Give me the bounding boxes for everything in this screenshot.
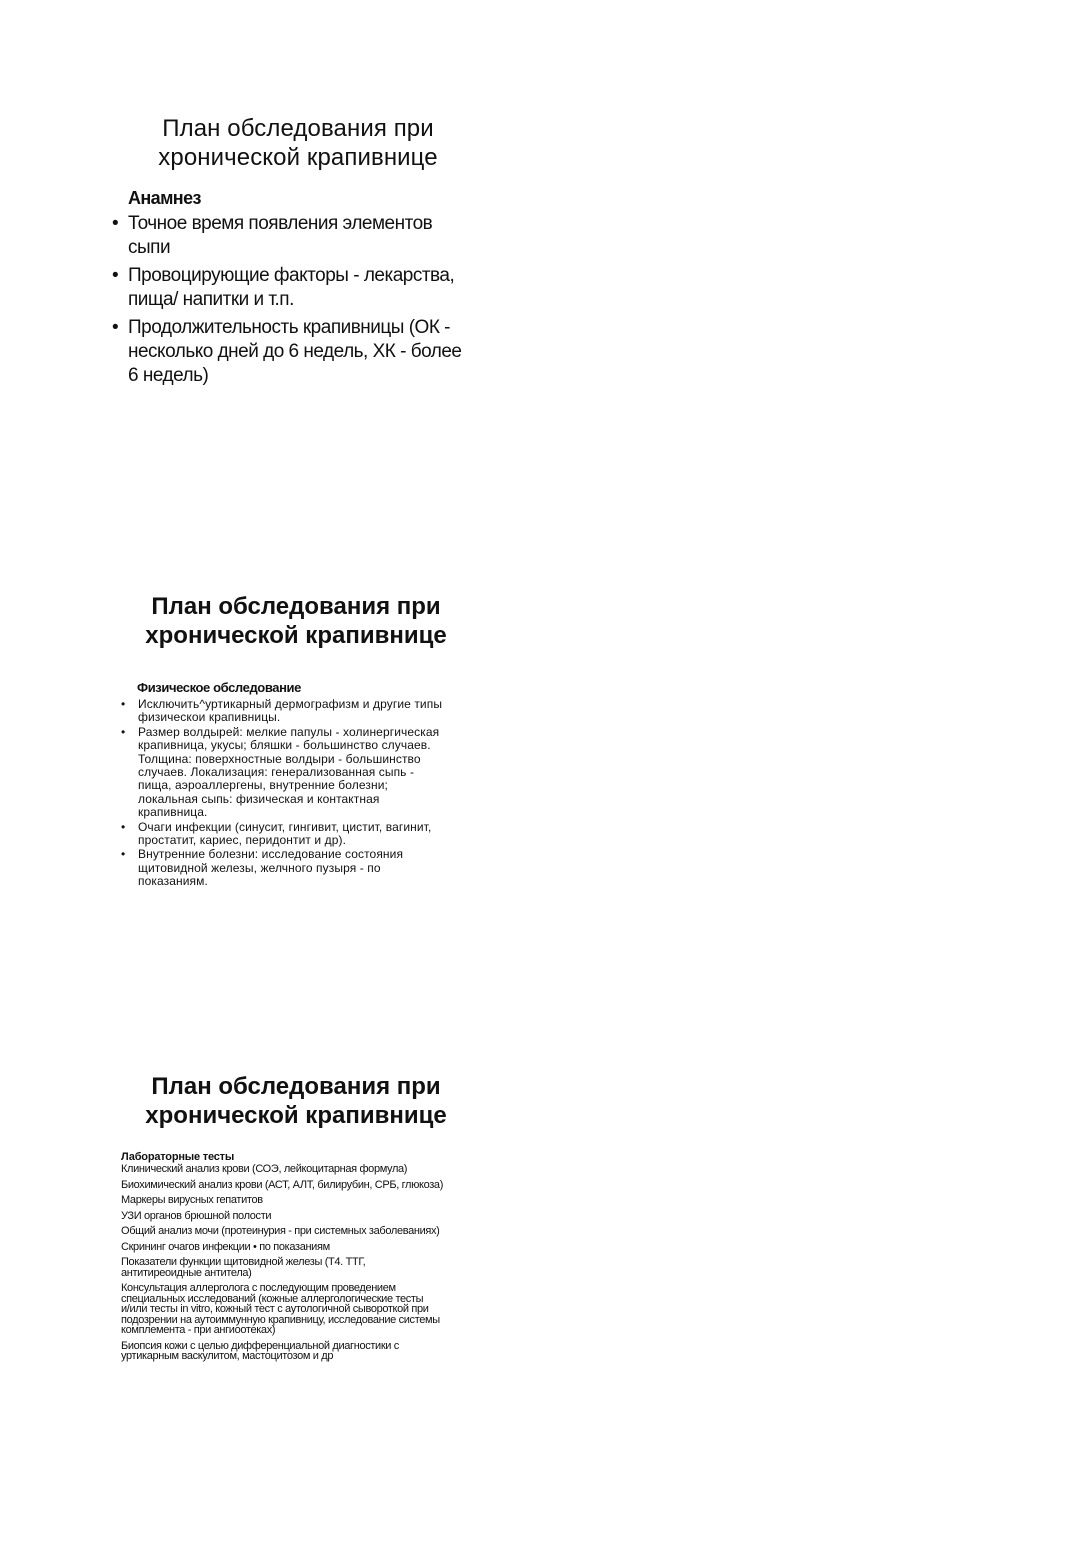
title-line: хронической крапивнице — [145, 1102, 447, 1130]
item-line: крапивница, укусы; бляшки - большинство случаев. — [138, 738, 431, 753]
item-line: УЗИ органов брюшной полости — [121, 1209, 272, 1222]
item-line: комплемента - при ангиоотеках) — [121, 1324, 276, 1336]
list-item — [112, 212, 492, 260]
bullet-icon: • — [112, 213, 119, 234]
item-line: Исключить^уртикарный дермографизм и другие типы — [138, 697, 443, 711]
list-item — [121, 1257, 501, 1278]
section-heading: Анамнез — [128, 188, 201, 208]
item-line: уртикарным васкулитом, мастоцитозом и др — [121, 1350, 334, 1362]
bullet-icon: • — [112, 265, 119, 286]
item-line: антитиреоидные антитела) — [121, 1266, 252, 1279]
item-line: Очаги инфекции (синусит, гингивит, цистит, вагинит, — [138, 819, 432, 834]
title-line: хронической крапивнице — [158, 144, 438, 172]
item-line: Консультация аллерголога с последующим проведением — [121, 1282, 396, 1294]
list-item — [121, 1283, 501, 1336]
list-item — [121, 821, 496, 848]
title-line: План обследования при — [162, 115, 434, 142]
item-line: Биопсия кожи с целью дифференциальной диагностики с — [121, 1339, 399, 1352]
bullet-icon: • — [121, 819, 126, 834]
item-line: пища, аэроаллергены, внутренние болезни; — [138, 778, 388, 793]
slide-title — [96, 1072, 496, 1131]
list-item — [112, 264, 492, 312]
item-line: простатит, кариес, перидонтит и др). — [138, 833, 347, 848]
list-item — [121, 1226, 501, 1237]
item-line: показаниям. — [138, 874, 208, 889]
item-line: Размер волдырей: мелкие папулы - холинергическая — [138, 724, 440, 739]
list-item — [121, 698, 496, 725]
item-line: Клинический анализ крови (СОЭ, лейкоцитарная формула) — [121, 1163, 408, 1175]
bullet-list — [121, 698, 496, 890]
bullet-icon: • — [121, 697, 126, 711]
item-line: щитовидной железы, желчного пузыря - по — [138, 860, 381, 875]
item-line: и/или тесты in vitro, кожный тест с аутологичной сывороткой при — [121, 1303, 429, 1315]
item-line: Маркеры вирусных гепатитов — [121, 1194, 263, 1206]
list-item — [121, 1211, 501, 1222]
item-line: Показатели функции щитовидной железы (Т4. ТТГ, — [121, 1256, 366, 1268]
item-line: 6 недель) — [128, 365, 209, 386]
title-line: хронической крапивнице — [145, 622, 447, 650]
slide-title — [96, 592, 496, 651]
bullet-list — [112, 212, 492, 392]
item-line: Продолжительность крапивницы (ОК - — [128, 317, 451, 338]
list-item — [121, 1180, 501, 1191]
item-line: несколько дней до 6 недель, ХК - более — [128, 341, 462, 362]
list-item — [121, 848, 496, 888]
title-line: План обследования при — [151, 1073, 441, 1100]
list-item — [121, 1242, 501, 1253]
item-line: Внутренние болезни: исследование состояния — [138, 847, 404, 862]
item-line: пища/ напитки и т.п. — [128, 289, 294, 310]
bullet-icon: • — [112, 317, 119, 338]
list-item — [121, 726, 496, 820]
test-list — [121, 1164, 501, 1367]
item-line: подозрении на аутоиммунную крапивницу, исследование системы — [121, 1313, 440, 1326]
list-item — [121, 1195, 501, 1206]
list-item — [121, 1341, 501, 1362]
item-line: Точное время появления элементов — [128, 213, 433, 234]
item-line: Толщина: поверхностные волдыри - большинство — [138, 751, 421, 766]
item-line: Общий анализ мочи (протеинурия - при системных заболеваниях) — [121, 1225, 440, 1237]
item-line: Биохимический анализ крови (АСТ, АЛТ, билирубин, СРБ, глюкоза) — [121, 1178, 444, 1191]
section-heading: Физическое обследование — [137, 680, 301, 695]
list-item — [112, 316, 492, 388]
slide-title — [98, 114, 498, 173]
title-line: План обследования при — [151, 593, 441, 620]
item-line: сыпи — [128, 237, 171, 258]
item-line: локальная сыпь: физическая и контактная — [138, 791, 380, 806]
item-line: случаев. Локализация: генерализованная сыпь - — [138, 765, 415, 780]
item-line: специальных исследований (кожные аллергологические тесты — [121, 1292, 424, 1305]
item-line: Провоцирующие факторы - лекарства, — [128, 265, 455, 286]
section-heading: Лабораторные тесты — [121, 1151, 235, 1163]
item-line: крапивница. — [138, 805, 208, 820]
bullet-icon: • — [121, 724, 126, 739]
list-item — [121, 1164, 501, 1175]
bullet-icon: • — [121, 847, 126, 862]
item-line: Скрининг очагов инфекции • по показаниям — [121, 1240, 330, 1253]
item-line: физическои крапивницы. — [138, 710, 281, 725]
